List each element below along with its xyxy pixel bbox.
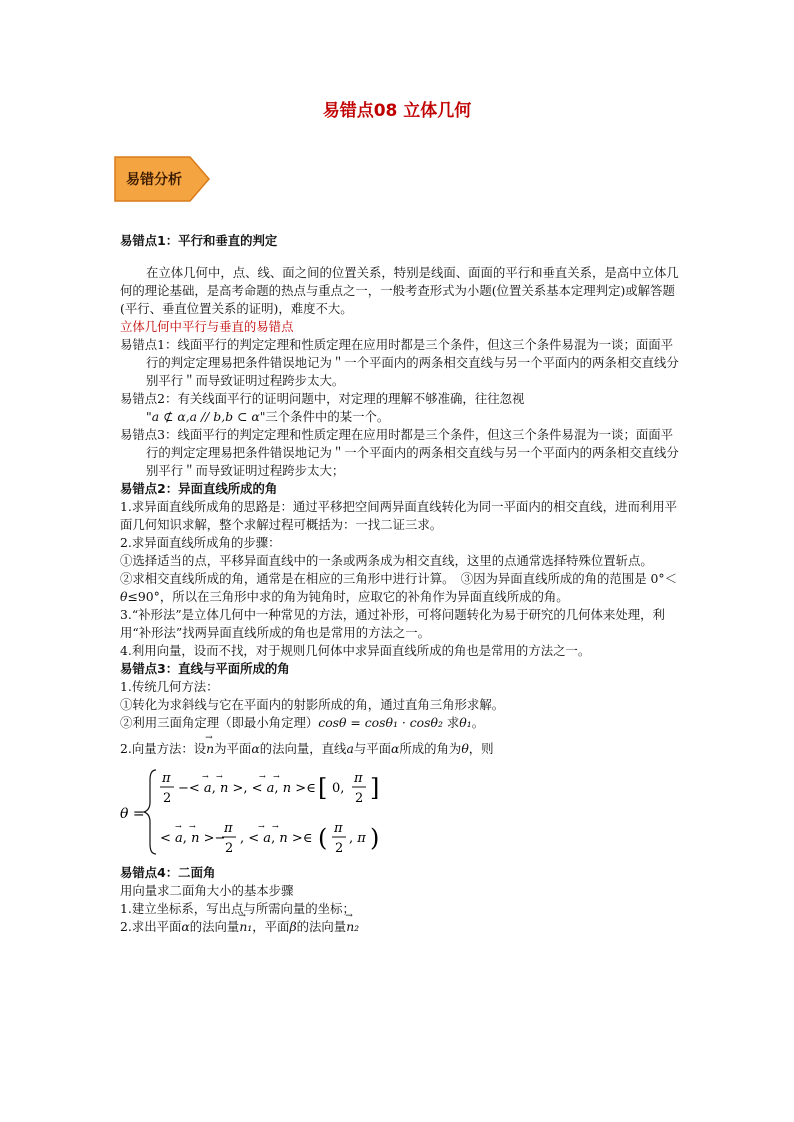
section3-heading: 易错点3：直线与平面所成的角: [120, 661, 290, 676]
plane-alpha-2: α: [391, 741, 400, 756]
section3-line4: [120, 740, 680, 758]
section4-heading: 易错点4：二面角: [120, 865, 216, 880]
svg-text:]: ]: [370, 774, 380, 802]
svg-text:→: →: [259, 772, 266, 781]
svg-text:< a, n >−: < a, n >−: [160, 831, 226, 846]
line4-text-f: ，则: [468, 741, 494, 756]
svg-text:→: →: [273, 772, 280, 781]
plane-beta: β: [289, 919, 297, 934]
plane-alpha: α: [181, 919, 190, 934]
section3-line1: 1.传统几何方法：: [120, 679, 219, 694]
section2-line1: 1.求异面直线所成角的思路是：通过平移把空间两异面直线转化为同一平面内的相交直线，进而利用平面几何知识求解，整个求解过程可概括为：一找二证三求。: [120, 499, 678, 532]
section2-line5: 3.“补形法”是立体几何中一种常见的方法，通过补形，可将问题转化为易于研究的几何体来处理，利用“补形法”找两异面直线所成的角也是常用的方法之一。: [120, 607, 665, 640]
point2-text-b: 三个条件中的某一个。: [265, 409, 390, 424]
line4-text-e: 所成的角为: [399, 741, 462, 756]
page-title: 易错点08 立体几何: [322, 101, 472, 121]
section1-point1: 易错点1：线面平行的判定定理和性质定理在应用时都是三个条件，但这三个条件易混为一谈；面面平行的判定定理易把条件错误地记为＂一个平面内的两条相交直线与另一个平面内的两条相交直线分别平行＂而导致证明过程跨步太大。: [120, 337, 679, 388]
section4-line3: [120, 918, 680, 936]
line3-text-b: 的法向量: [189, 919, 240, 934]
svg-text:, π: , π: [349, 831, 366, 846]
svg-text:, < a, n >∈: , < a, n >∈: [240, 831, 313, 846]
svg-text:π: π: [162, 771, 171, 786]
svg-text:): ): [370, 824, 380, 852]
section3-line2: ①转化为求斜线与它在平面内的射影所成的角，通过直角三角形求解。: [120, 697, 505, 712]
angle-theta: θ: [461, 741, 469, 756]
piecewise-formula: [120, 762, 680, 862]
line3-text-d: 的法向量: [296, 919, 347, 934]
section-banner: [114, 156, 210, 202]
svg-text:→: →: [216, 772, 223, 781]
section2-heading: 易错点2：异面直线所成的角: [120, 481, 278, 496]
section2-line2: 2.求异面直线所成角的步骤：: [120, 535, 281, 550]
svg-text:→: →: [189, 822, 196, 831]
line3-text-a: ②利用三面角定理（即最小角定理）: [120, 715, 319, 730]
section1-point2: [120, 390, 680, 426]
line3-period: 。: [471, 715, 485, 730]
svg-text:→: →: [272, 822, 279, 831]
svg-text:→: →: [175, 822, 182, 831]
section3-line3: [120, 714, 680, 732]
point2-text-a: 易错点2：有关线面平行的证明问题中，对定理的理解不够准确，往往忽视: [120, 391, 525, 406]
cos-formula: cosθ = cosθ₁ · cosθ₂: [318, 715, 443, 730]
formula-row1: [160, 771, 379, 806]
theta1: θ₁: [459, 715, 472, 730]
svg-text:→: →: [202, 772, 209, 781]
line4-text-d: 与平面: [353, 741, 391, 756]
line3-text-b: 求: [446, 715, 460, 730]
svg-text:2: 2: [335, 841, 344, 856]
section1-red-subtitle: 立体几何中平行与垂直的易错点: [120, 319, 294, 334]
banner-label: 易错分析: [126, 172, 182, 188]
line4-text-c: 的法向量，直线: [259, 741, 347, 756]
document-body: [120, 232, 680, 936]
normal-vector-n2: → n₂: [346, 918, 359, 936]
section4-line1: 用向量求二面角大小的基本步骤: [120, 883, 294, 898]
line4-text-b: 为平面: [214, 741, 252, 756]
line3-text-c: ，平面: [252, 919, 290, 934]
svg-text:π: π: [224, 821, 233, 836]
normal-vector-n1: → n₁: [239, 918, 252, 936]
line4-text-b: ≤90°，所以在三角形中求的角为钝角时，应取它的补角作为异面直线所成的角。: [127, 589, 569, 604]
section1-intro: 在立体几何中，点、线、面之间的位置关系，特别是线面、面面的平行和垂直关系，是高中立体几何的理论基础，是高考命题的热点与重点之一，一般考查形式为小题(位置关系基本定理判定)或解答题(平行、垂直位置关系的证明)，难度不大。: [120, 265, 679, 316]
svg-text:→: →: [258, 822, 265, 831]
svg-text:2: 2: [355, 791, 364, 806]
section2-line3: ①选择适当的点，平移异面直线中的一条或两条成为相交直线，这里的点通常选择特殊位置斩点。: [120, 553, 653, 568]
line4-text-a: 2.向量方法：设: [120, 741, 207, 756]
formula-brace: [144, 770, 156, 854]
section4-line2: 1.建立坐标系，写出点与所需向量的坐标；: [120, 901, 355, 916]
line4-theta: θ: [120, 589, 128, 604]
svg-text:0,: 0,: [332, 781, 345, 796]
piecewise-formula-svg: [120, 762, 420, 862]
section1-heading: 易错点1：平行和垂直的判定: [120, 233, 278, 248]
point2-condition-math: "a ⊄ α,a // b,b ⊂ α": [146, 409, 266, 424]
svg-text:(: (: [318, 824, 328, 852]
normal-vector-n: → n: [206, 740, 214, 758]
section2-line4: [120, 570, 680, 606]
formula-row2: [160, 821, 379, 856]
section2-line6: 4.利用向量，设而不找，对于规则几何体中求异面直线所成的角也是常用的方法之一。: [120, 643, 591, 658]
line3-text-a: 2.求出平面: [120, 919, 182, 934]
svg-text:2: 2: [225, 841, 234, 856]
line4-text-a: ②求相交直线所成的角，通常是在相应的三角形中进行计算。 ③因为异面直线所成的角的范围是 0°＜: [120, 571, 678, 586]
svg-text:π: π: [334, 821, 343, 836]
svg-text:2: 2: [163, 791, 172, 806]
svg-text:−< a, n >, < a, n >∈: −< a, n >, < a, n >∈: [178, 781, 316, 796]
svg-text:[: [: [318, 774, 328, 802]
plane-alpha: α: [251, 741, 260, 756]
line-a: a: [346, 741, 354, 756]
svg-text:π: π: [354, 771, 363, 786]
formula-lhs: θ =: [120, 806, 145, 822]
section1-point3: 易错点3：线面平行的判定定理和性质定理在应用时都是三个条件，但这三个条件易混为一谈；面面平行的判定定理易把条件错误地记为＂一个平面内的两条相交直线与另一个平面内的两条相交直线分别平行＂而导致证明过程跨步太大；: [120, 427, 679, 478]
